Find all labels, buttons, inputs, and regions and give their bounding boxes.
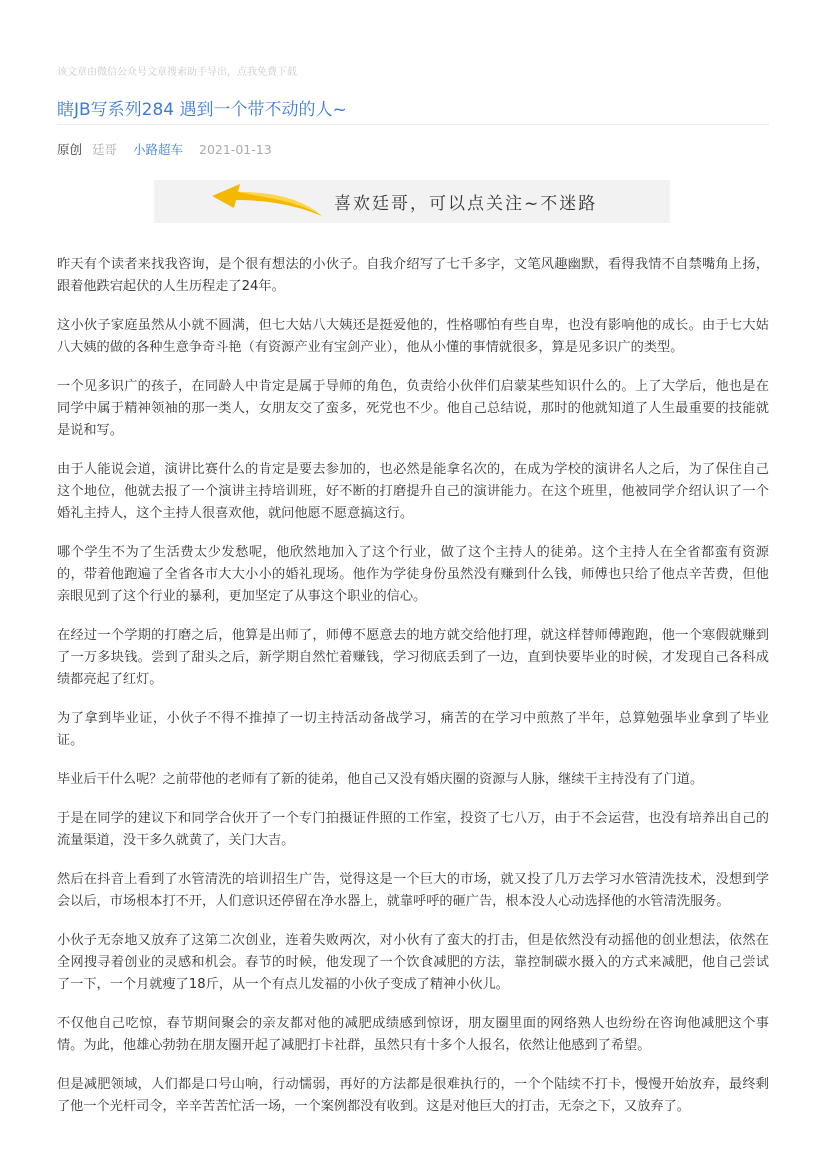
follow-banner	[154, 180, 670, 223]
paragraph: 这小伙子家庭虽然从小就不圆满，但七大姑八大姨还是挺爱他的，性格哪怕有些自卑，也没有影响他的成长。由于七大姑八大姨的做的各种生意争奇斗艳（有资源产业有宝剑产业），他从小懂的事情就很多，算是见多识广的类型。	[57, 318, 769, 355]
account-link[interactable]: 小路超车	[133, 142, 184, 157]
paragraph: 哪个学生不为了生活费太少发愁呢，他欣然地加入了这个行业，做了这个主持人的徒弟。这个主持人在全省都蛮有资源的，带着他跑遍了全省各市大大小小的婚礼现场。他作为学徒身份虽然没有赚到什么钱，师傅也只给了他点辛苦费，但他亲眼见到了这个行业的暴利，更加坚定了从事这个职业的信心。	[57, 545, 769, 604]
paragraph: 为了拿到毕业证，小伙子不得不推掉了一切主持活动备战学习，痛苦的在学习中煎熬了半年，总算勉强毕业拿到了毕业证。	[57, 711, 769, 748]
original-label: 原创	[57, 142, 83, 157]
paragraph: 小伙子无奈地又放弃了这第二次创业，连着失败两次，对小伙有了蛮大的打击，但是依然没有动摇他的创业想法，依然在全网搜寻着创业的灵感和机会。春节的时候，他发现了一个饮食减肥的方法，靠控制碳水摄入的方式来减肥，他自己尝试了一下，一个月就瘦了18斤，从一个有点儿发福的小伙子变成了精神小伙儿。	[57, 933, 769, 992]
paragraph: 在经过一个学期的打磨之后，他算是出师了，师傅不愿意去的地方就交给他打理，就这样替师傅跑跑，他一个寒假就赚到了一万多块钱。尝到了甜头之后，新学期自然忙着赚钱，学习彻底丢到了一边，直到快要毕业的时候，才发现自己各科成绩都亮起了红灯。	[57, 628, 769, 687]
paragraph: 但是减肥领域，人们都是口号山响，行动懦弱，再好的方法都是很难执行的，一个个陆续不打卡，慢慢开始放弃，最终剩了他一个光杆司令，辛辛苦苦忙活一场，一个案例都没有收到。这是对他巨大的打击，无奈之下，又放弃了。	[57, 1077, 769, 1114]
paragraph: 不仅他自己吃惊，春节期间聚会的亲友都对他的减肥成绩感到惊讶，朋友圈里面的网络熟人也纷纷在咨询他减肥这个事情。为此，他雄心勃勃在朋友圈开起了减肥打卡社群，虽然只有十多个人报名，依然让他感到了希望。	[57, 1016, 769, 1053]
banner-text: 喜欢廷哥，可以点关注~不迷路	[334, 194, 598, 214]
paragraph: 由于人能说会道，演讲比赛什么的肯定是要去参加的，也必然是能拿名次的，在成为学校的演讲名人之后，为了保住自己这个地位，他就去报了一个演讲主持培训班，好不断的打磨提升自己的演讲能力。在这个班里，他被同学介绍认识了一个婚礼主持人，这个主持人很喜欢他，就问他愿不愿意搞这行。	[57, 462, 769, 521]
article-title: 瞎JB写系列284 遇到一个带不动的人~	[57, 100, 347, 120]
title-divider	[57, 124, 769, 125]
paragraph: 毕业后干什么呢？之前带他的老师有了新的徒弟，他自己又没有婚庆圈的资源与人脉，继续干主持没有了门道。	[57, 772, 704, 787]
paragraph: 昨天有个读者来找我咨询，是个很有想法的小伙子。自我介绍写了七千多字，文笔风趣幽默，看得我情不自禁嘴角上扬，跟着他跌宕起伏的人生历程走了24年。	[57, 257, 769, 294]
article-body	[57, 254, 769, 1135]
paragraph: 然后在抖音上看到了水管清洗的培训招生广告，觉得这是一个巨大的市场，就又投了几万去学习水管清洗技术，没想到学会以后，市场根本打不开，人们意识还停留在净水器上，就靠呼呼的砸广告，根本没人心动选择他的水管清洗服务。	[57, 872, 769, 909]
paragraph: 于是在同学的建议下和同学合伙开了一个专门拍摄证件照的工作室，投资了七八万，由于不会运营，也没有培养出自己的流量渠道，没干多久就黄了，关门大吉。	[57, 811, 769, 848]
publish-date: 2021-01-13	[199, 142, 272, 157]
export-notice-link[interactable]: 该文章由微信公众号文章搜索助手导出，点我免费下载	[57, 67, 297, 78]
paragraph: 一个见多识广的孩子，在同龄人中肯定是属于导师的角色，负责给小伙伴们启蒙某些知识什么的。上了大学后，他也是在同学中属于精神领袖的那一类人，女朋友交了蛮多，死党也不少。他自己总结说，那时的他就知道了人生最重要的技能就是说和写。	[57, 379, 769, 438]
article-meta	[57, 140, 284, 158]
author-name: 廷哥	[92, 142, 118, 157]
